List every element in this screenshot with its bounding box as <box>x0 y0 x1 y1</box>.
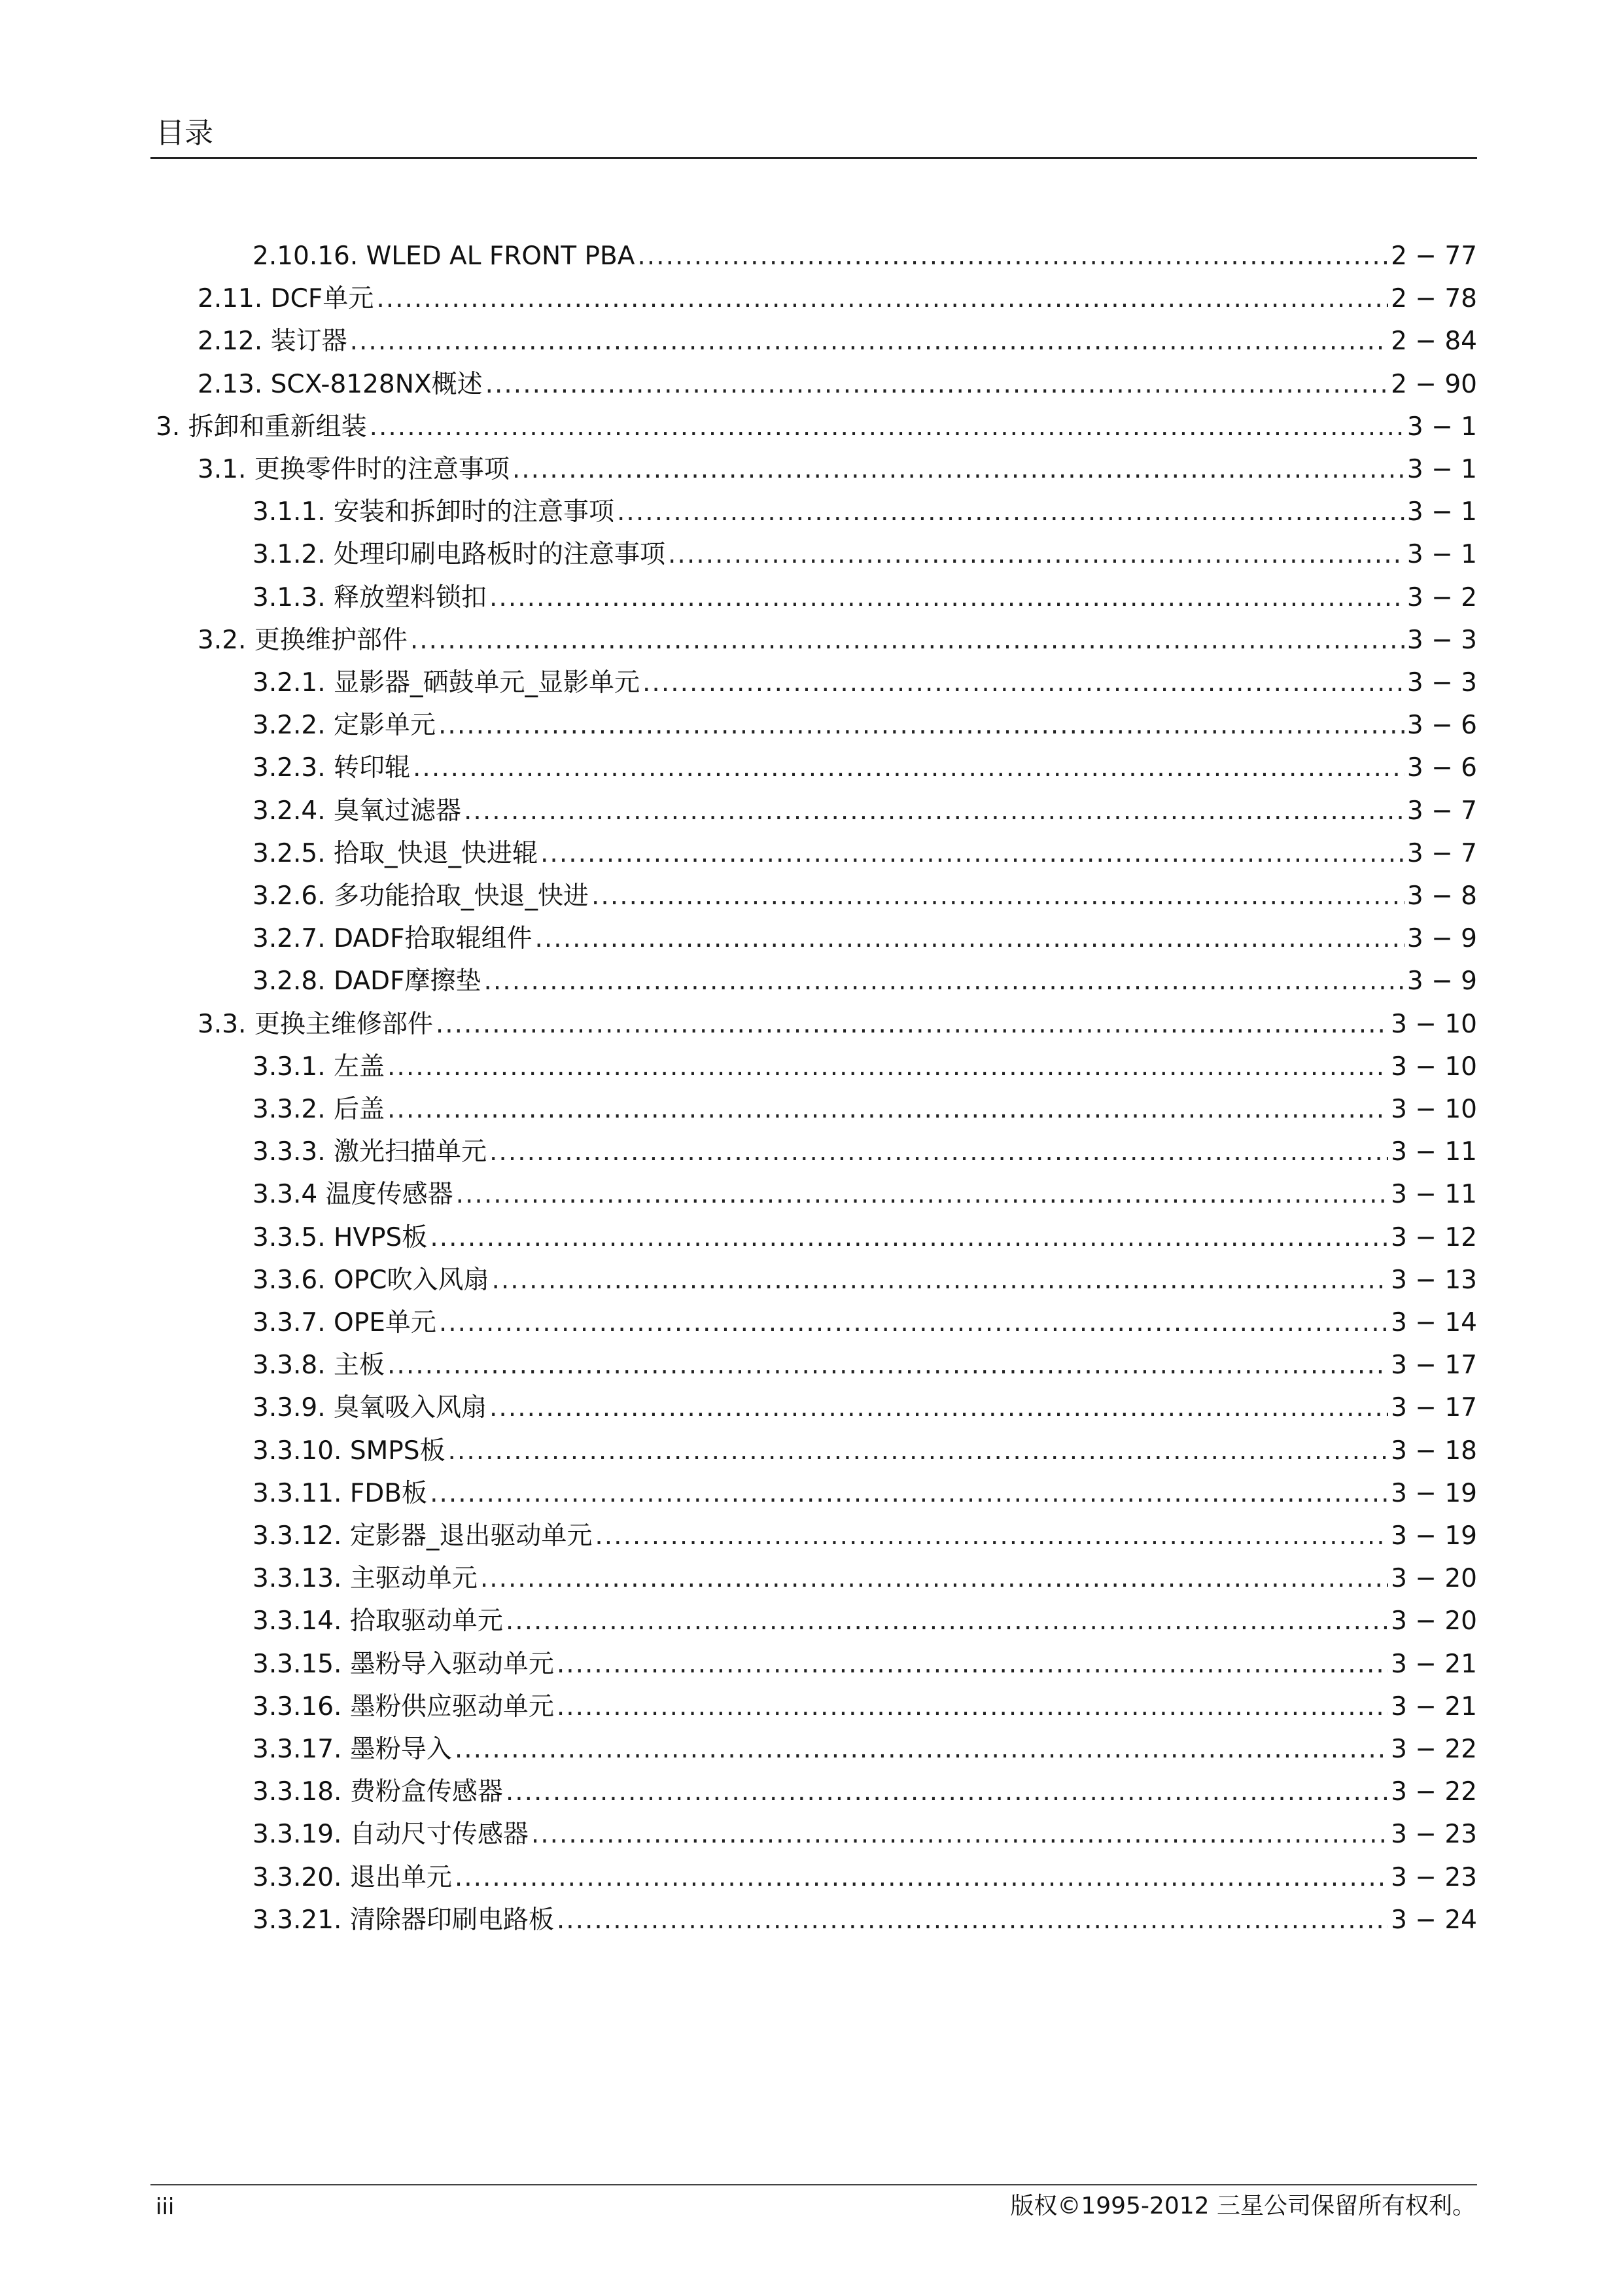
toc-entry[interactable] <box>253 1048 1477 1087</box>
toc-entry[interactable] <box>253 706 1477 745</box>
toc-entry-title: 3.3.1. 左盖 <box>253 1051 385 1082</box>
toc-entry[interactable] <box>198 322 1477 361</box>
toc-entry[interactable] <box>253 1645 1477 1684</box>
toc-entry[interactable] <box>253 1815 1477 1854</box>
toc-entry-title: 3.2.6. 多功能拾取_快退_快进 <box>253 881 589 911</box>
toc-dot-leader <box>484 962 1405 1001</box>
toc-entry[interactable] <box>253 237 1477 276</box>
toc-entry-page: 3 − 3 <box>1406 668 1477 698</box>
toc-entry-title: 3.3.17. 墨粉导入 <box>253 1735 452 1764</box>
toc-entry-title: 3.3.20. 退出单元 <box>253 1862 452 1892</box>
toc-entry[interactable] <box>253 1175 1477 1214</box>
toc-entry[interactable] <box>253 535 1477 574</box>
toc-entry[interactable] <box>253 1388 1477 1428</box>
toc-dot-leader <box>617 493 1405 532</box>
toc-entry[interactable] <box>253 1346 1477 1385</box>
toc-entry[interactable] <box>253 1090 1477 1129</box>
toc-entry[interactable] <box>198 1005 1477 1044</box>
toc-entry-title: 3.1. 更换零件时的注意事项 <box>198 455 510 484</box>
toc-entry-title: 3.3.14. 拾取驱动单元 <box>253 1606 503 1636</box>
toc-dot-leader <box>557 1645 1388 1684</box>
toc-entry[interactable] <box>253 1901 1477 1940</box>
toc-dot-leader <box>387 1048 1388 1087</box>
toc-entry-title: 3.3.6. OPC吹入风扇 <box>253 1265 489 1295</box>
toc-entry-page: 3 − 23 <box>1391 1820 1477 1850</box>
toc-entry-title: 3.3.4 温度传感器 <box>253 1180 453 1210</box>
toc-entry-title: 3.2.3. 转印辊 <box>253 753 411 783</box>
toc-dot-leader <box>506 1602 1388 1641</box>
toc-entry[interactable] <box>198 279 1477 319</box>
toc-entry-title: 3.3.15. 墨粉导入驱动单元 <box>253 1649 554 1679</box>
toc-entry-title: 3.3.16. 墨粉供应驱动单元 <box>253 1691 554 1722</box>
toc-dot-leader <box>591 877 1405 916</box>
page-title: 目录 <box>156 116 213 150</box>
toc-entry-page: 3 − 7 <box>1406 838 1477 868</box>
toc-entry-title: 3.1.1. 安装和拆卸时的注意事项 <box>253 497 615 527</box>
toc-entry-page: 3 − 7 <box>1406 796 1477 826</box>
toc-entry[interactable] <box>253 877 1477 916</box>
toc-dot-leader <box>448 1432 1389 1471</box>
toc-entry-page: 3 − 11 <box>1391 1137 1477 1167</box>
toc-entry-title: 3.2.7. DADF拾取辊组件 <box>253 924 532 954</box>
toc-dot-leader <box>668 535 1405 574</box>
toc-entry-title: 3.3. 更换主维修部件 <box>198 1009 433 1039</box>
toc-entry-page: 3 − 18 <box>1391 1436 1477 1466</box>
toc-entry-title: 3.3.2. 后盖 <box>253 1095 385 1124</box>
toc-entry-page: 3 − 13 <box>1391 1265 1477 1295</box>
toc-entry-page: 3 − 17 <box>1391 1351 1477 1381</box>
toc-entry[interactable] <box>253 1517 1477 1556</box>
toc-entry[interactable] <box>253 1559 1477 1598</box>
toc-entry-page: 3 − 21 <box>1391 1649 1477 1679</box>
toc-dot-leader <box>557 1687 1388 1727</box>
toc-entry-page: 2 − 84 <box>1391 327 1477 357</box>
toc-entry-title: 3.3.21. 清除器印刷电路板 <box>253 1905 554 1935</box>
toc-entry-page: 3 − 2 <box>1406 582 1477 612</box>
toc-dot-leader <box>410 621 1405 660</box>
toc-dot-leader <box>455 1858 1388 1898</box>
toc-entry[interactable] <box>253 792 1477 831</box>
toc-entry[interactable] <box>253 962 1477 1001</box>
toc-entry[interactable] <box>253 493 1477 532</box>
toc-dot-leader <box>430 1218 1388 1258</box>
toc-entry-title: 3.2. 更换维护部件 <box>198 625 408 655</box>
toc-entry-page: 3 − 10 <box>1391 1009 1477 1039</box>
toc-entry-title: 3.2.1. 显影器_硒鼓单元_显影单元 <box>253 668 640 698</box>
toc-entry[interactable] <box>198 621 1477 660</box>
toc-entry-title: 3.1.3. 释放塑料锁扣 <box>253 582 487 612</box>
toc-entry-page: 3 − 12 <box>1391 1222 1477 1252</box>
toc-entry-title: 3.2.8. DADF摩擦垫 <box>253 966 481 997</box>
toc-entry-title: 3.3.9. 臭氧吸入风扇 <box>253 1393 487 1423</box>
toc-entry-page: 3 − 21 <box>1391 1691 1477 1722</box>
toc-dot-leader <box>350 322 1388 361</box>
toc-entry-title: 3. 拆卸和重新组装 <box>156 412 367 442</box>
toc-entry[interactable] <box>253 834 1477 874</box>
toc-entry[interactable] <box>253 1133 1477 1172</box>
footer-copyright: 版权©1995-2012 三星公司保留所有权利。 <box>1010 2193 1476 2219</box>
header-divider <box>150 157 1477 159</box>
toc-dot-leader <box>642 663 1405 703</box>
toc-entry-page: 3 − 19 <box>1391 1521 1477 1551</box>
toc-entry[interactable] <box>253 1218 1477 1258</box>
toc-dot-leader <box>438 706 1405 745</box>
toc-dot-leader <box>512 450 1405 489</box>
toc-entry-page: 3 − 23 <box>1391 1862 1477 1892</box>
toc-entry-title: 3.3.3. 激光扫描单元 <box>253 1137 487 1167</box>
toc-entry[interactable] <box>253 1773 1477 1812</box>
toc-dot-leader <box>387 1090 1388 1129</box>
toc-entry-title: 3.3.5. HVPS板 <box>253 1222 428 1252</box>
toc-entry[interactable] <box>253 663 1477 703</box>
toc-entry-page: 2 − 90 <box>1391 369 1477 399</box>
footer-page-number: iii <box>156 2194 175 2220</box>
toc-entry-page: 3 − 6 <box>1406 753 1477 783</box>
toc-entry-page: 3 − 3 <box>1406 625 1477 655</box>
toc-entry[interactable] <box>253 1303 1477 1343</box>
toc-entry[interactable] <box>253 578 1477 618</box>
toc-dot-leader <box>370 408 1405 447</box>
toc-entry[interactable] <box>253 1602 1477 1641</box>
toc-dot-leader <box>489 1388 1388 1428</box>
toc-entry-title: 3.2.5. 拾取_快退_快进辊 <box>253 838 538 868</box>
toc-dot-leader <box>464 792 1405 831</box>
toc-entry-page: 3 − 6 <box>1406 711 1477 741</box>
toc-entry-title: 3.2.4. 臭氧过滤器 <box>253 796 462 826</box>
toc-entry[interactable] <box>253 1474 1477 1513</box>
toc-dot-leader <box>531 1815 1388 1854</box>
toc-dot-leader <box>557 1901 1388 1940</box>
toc-dot-leader <box>489 1133 1388 1172</box>
toc-entry-title: 3.3.10. SMPS板 <box>253 1436 445 1466</box>
toc-entry-title: 2.12. 装订器 <box>198 327 347 357</box>
toc-entry-title: 3.1.2. 处理印刷电路板时的注意事项 <box>253 540 666 570</box>
toc-dot-leader <box>456 1175 1388 1214</box>
toc-dot-leader <box>540 834 1405 874</box>
toc-entry-page: 3 − 24 <box>1391 1905 1477 1935</box>
toc-entry-title: 2.11. DCF单元 <box>198 284 374 314</box>
toc-entry[interactable] <box>253 1432 1477 1471</box>
toc-dot-leader <box>480 1559 1388 1598</box>
toc-entry-page: 3 − 22 <box>1391 1777 1477 1807</box>
toc-dot-leader <box>595 1517 1388 1556</box>
toc-entry-page: 2 − 77 <box>1391 241 1477 271</box>
toc-entry-page: 3 − 10 <box>1391 1095 1477 1124</box>
toc-entry-page: 3 − 8 <box>1406 881 1477 911</box>
toc-dot-leader <box>413 749 1405 788</box>
toc-entry-title: 3.3.7. OPE单元 <box>253 1308 436 1337</box>
toc-entry[interactable] <box>156 408 1477 447</box>
toc-entry-page: 3 − 22 <box>1391 1735 1477 1764</box>
toc-entry-page: 3 − 10 <box>1391 1051 1477 1082</box>
toc-dot-leader <box>637 237 1388 276</box>
toc-entry-title: 2.13. SCX-8128NX概述 <box>198 369 483 399</box>
toc-dot-leader <box>535 919 1405 959</box>
toc-dot-leader <box>430 1474 1388 1513</box>
toc-entry[interactable] <box>198 450 1477 489</box>
toc-entry-page: 3 − 11 <box>1391 1180 1477 1210</box>
toc-entry-page: 3 − 14 <box>1391 1308 1477 1337</box>
toc-entry-title: 3.3.18. 费粉盒传感器 <box>253 1777 503 1807</box>
toc-entry-page: 3 − 9 <box>1406 924 1477 954</box>
toc-dot-leader <box>491 1261 1388 1300</box>
toc-entry-page: 3 − 17 <box>1391 1393 1477 1423</box>
toc-entry[interactable] <box>253 1687 1477 1727</box>
toc-entry-page: 3 − 1 <box>1406 455 1477 484</box>
toc-dot-leader <box>485 365 1388 404</box>
toc-entry[interactable] <box>253 1730 1477 1769</box>
toc-entry[interactable] <box>198 365 1477 404</box>
toc-entry[interactable] <box>253 1261 1477 1300</box>
toc-entry[interactable] <box>253 749 1477 788</box>
footer-divider <box>150 2184 1477 2185</box>
toc-dot-leader <box>376 279 1388 319</box>
toc-entry-page: 3 − 19 <box>1391 1478 1477 1508</box>
toc-dot-leader <box>506 1773 1388 1812</box>
toc-entry-page: 3 − 20 <box>1391 1606 1477 1636</box>
toc-entry-title: 3.3.19. 自动尺寸传感器 <box>253 1820 529 1850</box>
toc-entry-title: 2.10.16. WLED AL FRONT PBA <box>253 241 635 271</box>
toc-dot-leader <box>387 1346 1388 1385</box>
toc-dot-leader <box>489 578 1405 618</box>
toc-entry[interactable] <box>253 1858 1477 1898</box>
toc-entry-page: 3 − 9 <box>1406 966 1477 997</box>
toc-dot-leader <box>455 1730 1388 1769</box>
toc-entry-page: 3 − 1 <box>1406 497 1477 527</box>
toc-entry-page: 2 − 78 <box>1391 284 1477 314</box>
toc-entry-title: 3.2.2. 定影单元 <box>253 711 436 741</box>
toc-dot-leader <box>436 1005 1388 1044</box>
toc-entry-title: 3.3.13. 主驱动单元 <box>253 1564 478 1594</box>
toc-entry-page: 3 − 20 <box>1391 1564 1477 1594</box>
toc-entry-title: 3.3.12. 定影器_退出驱动单元 <box>253 1521 593 1551</box>
toc-dot-leader <box>439 1303 1388 1343</box>
toc-entry-title: 3.3.11. FDB板 <box>253 1478 428 1508</box>
toc-entry[interactable] <box>253 919 1477 959</box>
toc-entry-page: 3 − 1 <box>1406 412 1477 442</box>
toc-entry-title: 3.3.8. 主板 <box>253 1351 385 1381</box>
toc-entry-page: 3 − 1 <box>1406 540 1477 570</box>
